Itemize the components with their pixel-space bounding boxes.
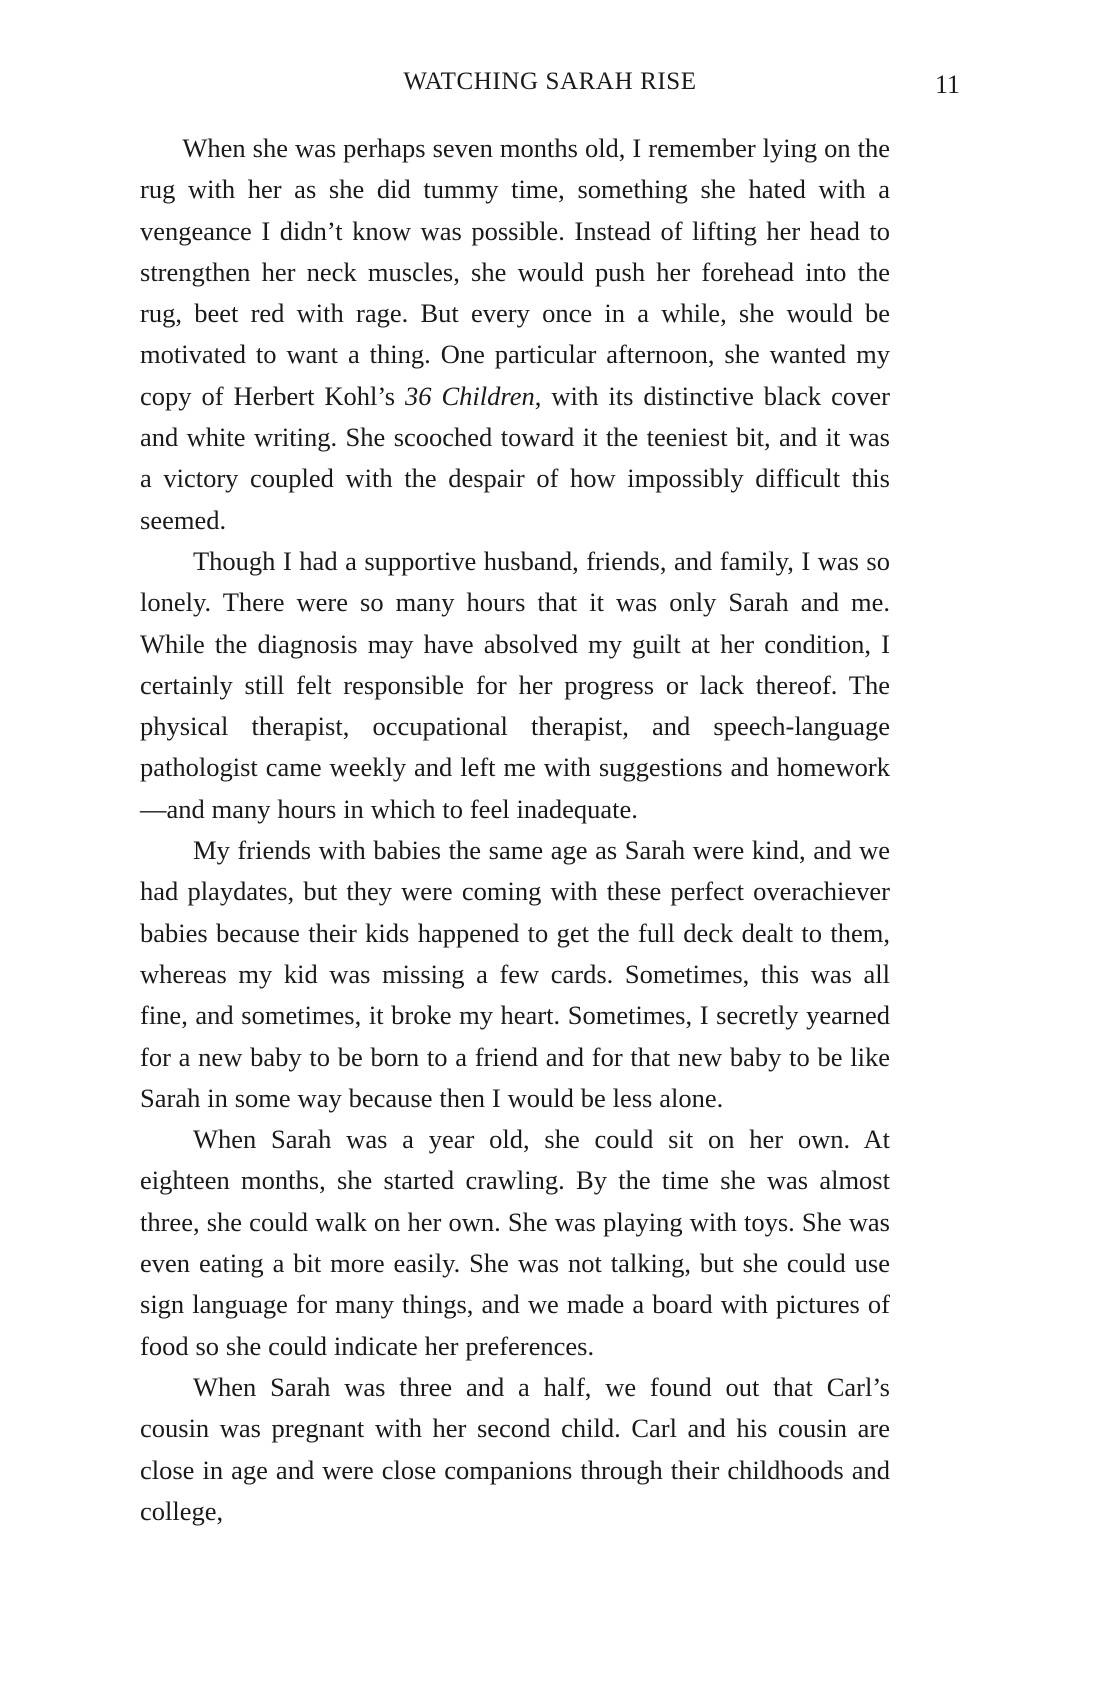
body-text-block xyxy=(140,128,890,1532)
text-run: When Sarah was a year old, she could sit on her own. At eighteen months, she started crawling. By the time she was almost three, she could walk on her own. She was playing with toys. She was even eating a bit more easily. She was not talking, but she could use sign language for many things, and we made a board with pictures of food so she could indicate her preferences. xyxy=(140,1124,890,1361)
text-run: , with its distinctive black cover and white writing. She scooched toward it the teeniest bit, and it was a victory coupled with the despair of how impossibly difficult this seemed. xyxy=(140,380,890,535)
italic-work-title: 36 Children xyxy=(405,380,535,411)
running-head-title: WATCHING SARAH RISE xyxy=(403,68,697,95)
paragraph-p4-milestones xyxy=(140,1119,890,1367)
text-run: My friends with babies the same age as Sarah were kind, and we had playdates, but they were coming with these perfect overachiever babies because their kids happened to get the full deck dealt to them, whereas my kid was missing a few cards. Sometimes, this was all fine, and sometimes, it broke my heart. Sometimes, I secretly yearned for a new baby to be born to a friend and for that new baby to be like Sarah in some way because then I would be less alone. xyxy=(140,835,890,1113)
paragraph-p3-playdates xyxy=(140,830,890,1119)
paragraph-p5-carls-cousin xyxy=(140,1367,890,1532)
paragraph-p1-tummy-time xyxy=(140,128,890,541)
text-run: When she was perhaps seven months old, I remember lying on the rug with her as she did tummy time, something she hated with a vengeance I didn’t know was possible. Instead of lifting her head to strengthen her neck muscles, she would push her forehead into the rug, beet red with rage. But every once in a while, she would be motivated to want a thing. One particular afternoon, she wanted my copy of Herbert Kohl’s xyxy=(140,133,890,411)
text-run: Though I had a supportive husband, friends, and family, I was so lonely. There were so many hours that it was only Sarah and me. While the diagnosis may have absolved my guilt at her condition, I certainly still felt responsible for her progress or lack thereof. The physical therapist, occupational therapist, and speech-language pathologist came weekly and left me with suggestions and homework—and many hours in which to feel inadequate. xyxy=(140,545,890,824)
running-head xyxy=(140,68,960,102)
paragraph-p2-lonely xyxy=(140,541,890,830)
text-run: When Sarah was three and a half, we found out that Carl’s cousin was pregnant with her second child. Carl and his cousin are close in age and were close companions through their childhoods and college, xyxy=(140,1371,890,1526)
page-number: 11 xyxy=(934,70,960,99)
